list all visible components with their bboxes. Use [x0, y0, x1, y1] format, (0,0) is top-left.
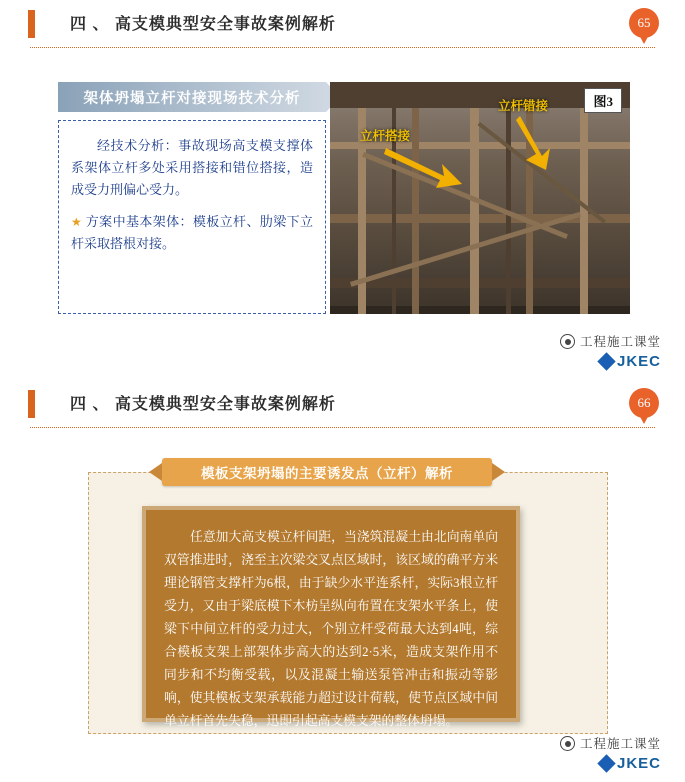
footer-brand-name: JKEC — [616, 353, 661, 370]
page-title: 四 、 高支模典型安全事故案例解析 — [70, 16, 336, 33]
slide-1-footer — [560, 332, 661, 370]
slide-2-header — [0, 380, 685, 428]
page-number-label: 66 — [629, 388, 659, 418]
ribbon-right-tail-icon — [492, 463, 505, 481]
page-number-label: 65 — [629, 8, 659, 38]
brand-mark-icon — [597, 754, 615, 772]
brand-mark-icon — [597, 352, 615, 370]
pin-tip-icon — [638, 413, 650, 424]
header-divider — [30, 46, 655, 48]
section-ribbon-label: 模板支架坍塌的主要诱发点（立杆）解析 — [201, 466, 453, 481]
section-banner — [58, 82, 326, 112]
annotation-arrow-icon — [512, 114, 562, 174]
photo-post — [412, 108, 419, 314]
pin-tip-icon — [638, 33, 650, 44]
photo-label-top: 立杆错接 — [498, 99, 549, 113]
footer-brand-name: JKEC — [616, 755, 661, 772]
annotation-arrow-icon — [382, 144, 472, 194]
ribbon-left-tail-icon — [149, 463, 162, 481]
body-paragraph: 任意加大高支模立杆间距，当浇筑混凝土由北向南单向双管推进时，浇至主次梁交叉点区域时，该区域的确平方米理论钢管支撑杆为6根，由于缺少水平连系杆，实际3根立杆受力，又由于梁底模下木枋呈纵向布置在支架水平条上，使梁下中间立杆的受力过大，个别立杆受荷最大达到4吨，综合模板支架上部架体步高大的达到2·5米，造成支架作用不同步和不均衡受载，以及混凝土输送泵管冲击和振动等影响，使其模板支架承载能力超过设计荷载，使节点区域中间单立杆首先失稳，迅即引起高支模支架的整体坍塌。 — [164, 530, 498, 728]
accident-site-photo — [330, 82, 630, 314]
header-accent-bar — [28, 390, 35, 418]
body-text-panel — [142, 506, 520, 728]
star-icon: ★ — [71, 215, 83, 229]
footer-account-name: 工程施工课堂 — [579, 737, 661, 751]
slide-2-footer — [560, 734, 661, 772]
wechat-icon — [560, 736, 575, 751]
section-ribbon — [162, 458, 492, 486]
header-divider — [30, 426, 655, 428]
slide-1 — [0, 0, 685, 380]
wechat-icon — [560, 334, 575, 349]
analysis-textbox — [58, 120, 326, 314]
header-accent-bar — [28, 10, 35, 38]
page-number-pin — [629, 8, 659, 48]
photo-label-left: 立杆搭接 — [360, 129, 411, 143]
page-title: 四 、 高支模典型安全事故案例解析 — [70, 396, 336, 413]
slide-1-header — [0, 0, 685, 48]
section-banner-label: 架体坍塌立杆对接现场技术分析 — [83, 90, 301, 107]
analysis-paragraph-1: 经技术分析：事故现场高支模支撑体系架体立杆多处采用搭接和错位搭接，造成受力刑偏心受力。 — [71, 138, 313, 197]
footer-account-name: 工程施工课堂 — [579, 335, 661, 349]
page-number-pin — [629, 388, 659, 428]
photo-post — [470, 108, 479, 314]
figure-badge: 图3 — [584, 88, 622, 113]
analysis-paragraph-2: 方案中基本架体：模板立杆、肋梁下立杆采取搭根对接。 — [71, 214, 313, 251]
slide-2 — [0, 380, 685, 782]
